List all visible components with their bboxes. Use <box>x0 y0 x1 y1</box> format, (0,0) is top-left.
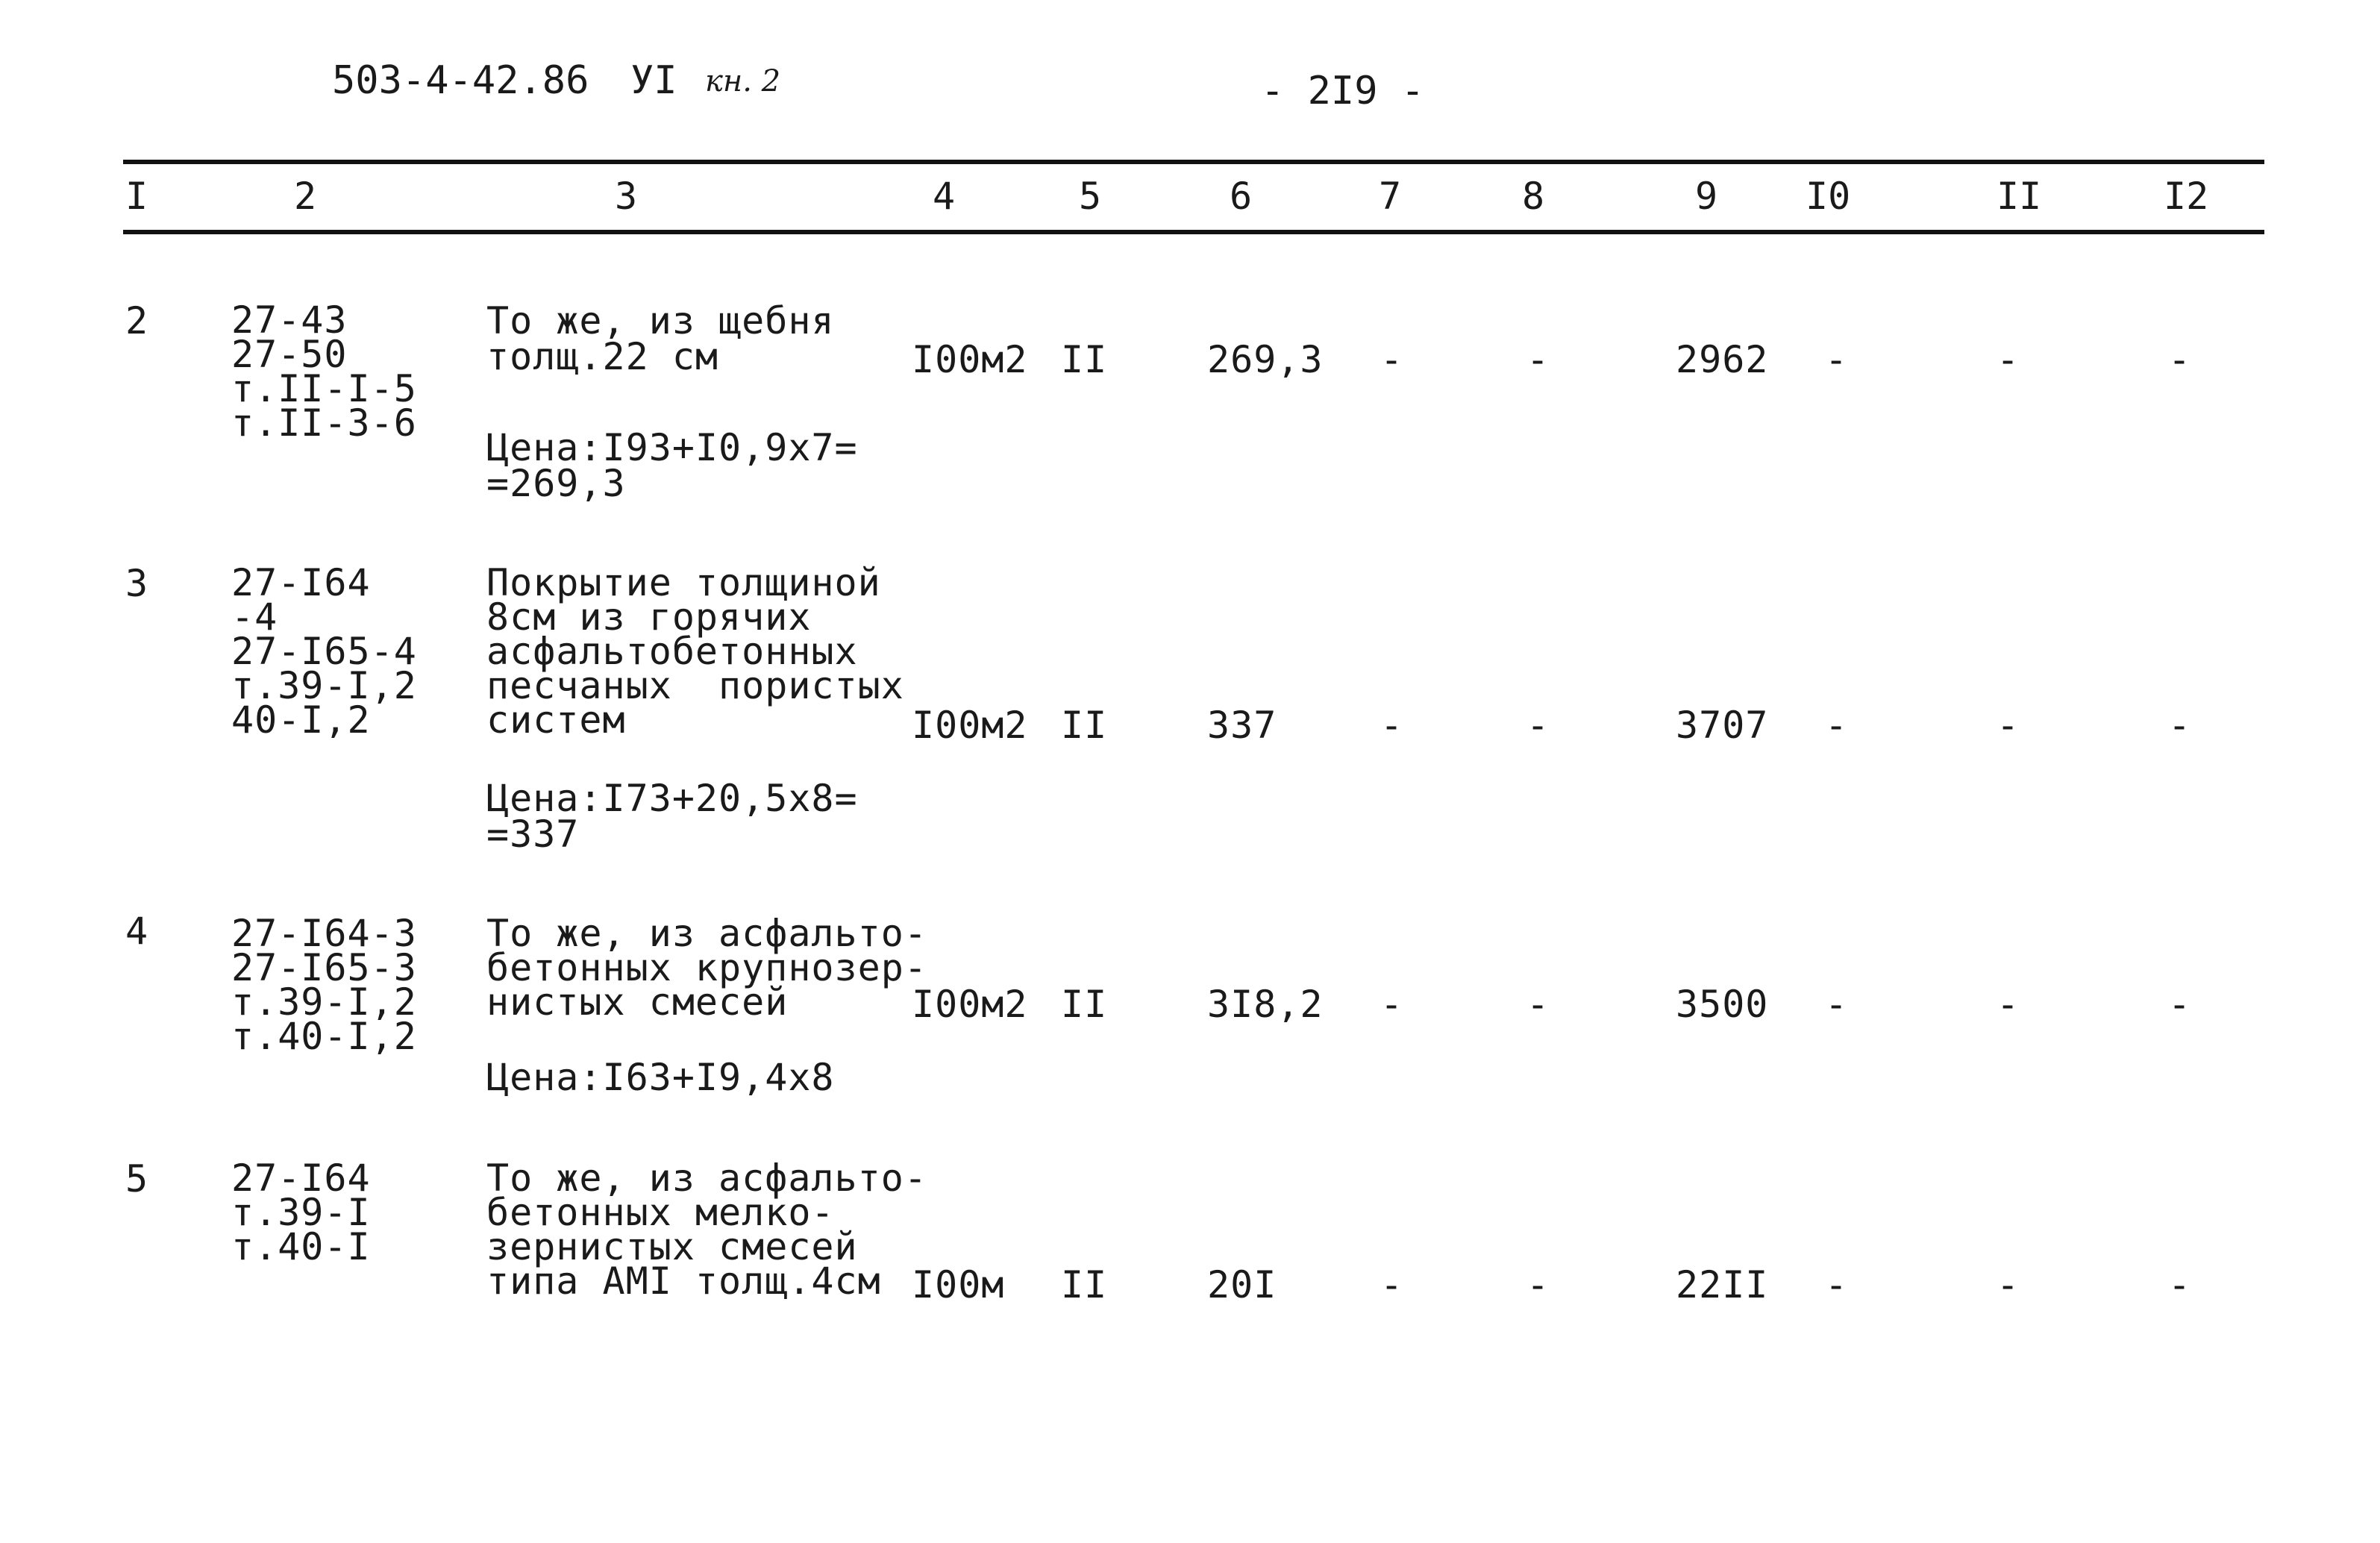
col-7: - <box>1380 1263 1404 1306</box>
table-header-rule <box>123 230 2264 234</box>
col-11: - <box>1997 338 2020 381</box>
document-code: 503-4-42.86 <box>332 58 589 103</box>
page-number: - 2I9 - <box>1261 69 1425 113</box>
col-6: 269,3 <box>1207 338 1324 381</box>
col-10: - <box>1825 338 1849 381</box>
column-header: 3 <box>615 175 638 218</box>
col-7: - <box>1380 704 1404 747</box>
column-header: I0 <box>1806 175 1851 218</box>
norm-codes: 27-43 27-50 т.II-I-5 т.II-3-6 <box>231 298 417 445</box>
row-number: 4 <box>125 910 149 953</box>
col-9: 22II <box>1676 1263 1769 1306</box>
col-9: 3707 <box>1676 704 1769 747</box>
row-number: 3 <box>125 562 149 605</box>
row-number: 2 <box>125 299 149 342</box>
column-header: 9 <box>1695 175 1718 218</box>
col-8: - <box>1526 1263 1550 1306</box>
work-description: То же, из асфальто- бетонных крупнозер- нистых смесей <box>486 912 927 1024</box>
price-formula: Цена:I93+I0,9x7= =269,3 <box>486 426 858 505</box>
col-6: 337 <box>1207 704 1277 747</box>
col-11: - <box>1997 983 2020 1026</box>
unit: I00м2 <box>912 338 1028 381</box>
col-5: II <box>1061 338 1108 381</box>
col-12: - <box>2168 338 2192 381</box>
column-header: 6 <box>1230 175 1253 218</box>
column-header: 7 <box>1379 175 1402 218</box>
column-header: 2 <box>294 175 317 218</box>
row-number: 5 <box>125 1157 149 1201</box>
unit: I00м2 <box>912 704 1028 747</box>
unit: I00м2 <box>912 983 1028 1026</box>
book-note: кн. 2 <box>705 64 781 98</box>
col-9: 2962 <box>1676 338 1769 381</box>
col-5: II <box>1061 983 1108 1026</box>
col-10: - <box>1825 704 1849 747</box>
col-5: II <box>1061 1263 1108 1306</box>
volume-label: УI <box>630 58 677 103</box>
unit: I00м <box>912 1263 1005 1306</box>
col-10: - <box>1825 983 1849 1026</box>
work-description: Покрытие толщиной 8см из горячих асфальтобетонных песчаных пористых систем <box>486 561 904 742</box>
col-12: - <box>2168 983 2192 1026</box>
col-6: 3I8,2 <box>1207 983 1324 1026</box>
column-header: II <box>1997 175 2042 218</box>
price-formula: Цена:I73+20,5x8= =337 <box>486 777 858 856</box>
column-header: 8 <box>1522 175 1545 218</box>
col-8: - <box>1526 983 1550 1026</box>
col-6: 20I <box>1207 1263 1277 1306</box>
work-description: То же, из асфальто- бетонных мелко- зернистых смесей типа АМI толщ.4см <box>486 1157 927 1303</box>
col-12: - <box>2168 704 2192 747</box>
column-header: I2 <box>2164 175 2209 218</box>
norm-codes: 27-I64 -4 27-I65-4 т.39-I,2 40-I,2 <box>231 561 417 742</box>
col-12: - <box>2168 1263 2192 1306</box>
col-8: - <box>1526 704 1550 747</box>
table-top-rule <box>123 160 2264 164</box>
col-11: - <box>1997 704 2020 747</box>
col-8: - <box>1526 338 1550 381</box>
work-description: То же, из щебня толщ.22 см <box>486 299 835 378</box>
norm-codes: 27-I64 т.39-I т.40-I <box>231 1157 371 1268</box>
col-7: - <box>1380 338 1404 381</box>
norm-codes: 27-I64-3 27-I65-3 т.39-I,2 т.40-I,2 <box>231 912 417 1058</box>
col-5: II <box>1061 704 1108 747</box>
col-11: - <box>1997 1263 2020 1306</box>
col-7: - <box>1380 983 1404 1026</box>
column-header: 4 <box>933 175 956 218</box>
price-formula: Цена:I63+I9,4x8 <box>486 1056 835 1099</box>
column-header: 5 <box>1079 175 1102 218</box>
col-9: 3500 <box>1676 983 1769 1026</box>
column-header: I <box>125 175 148 218</box>
col-10: - <box>1825 1263 1849 1306</box>
